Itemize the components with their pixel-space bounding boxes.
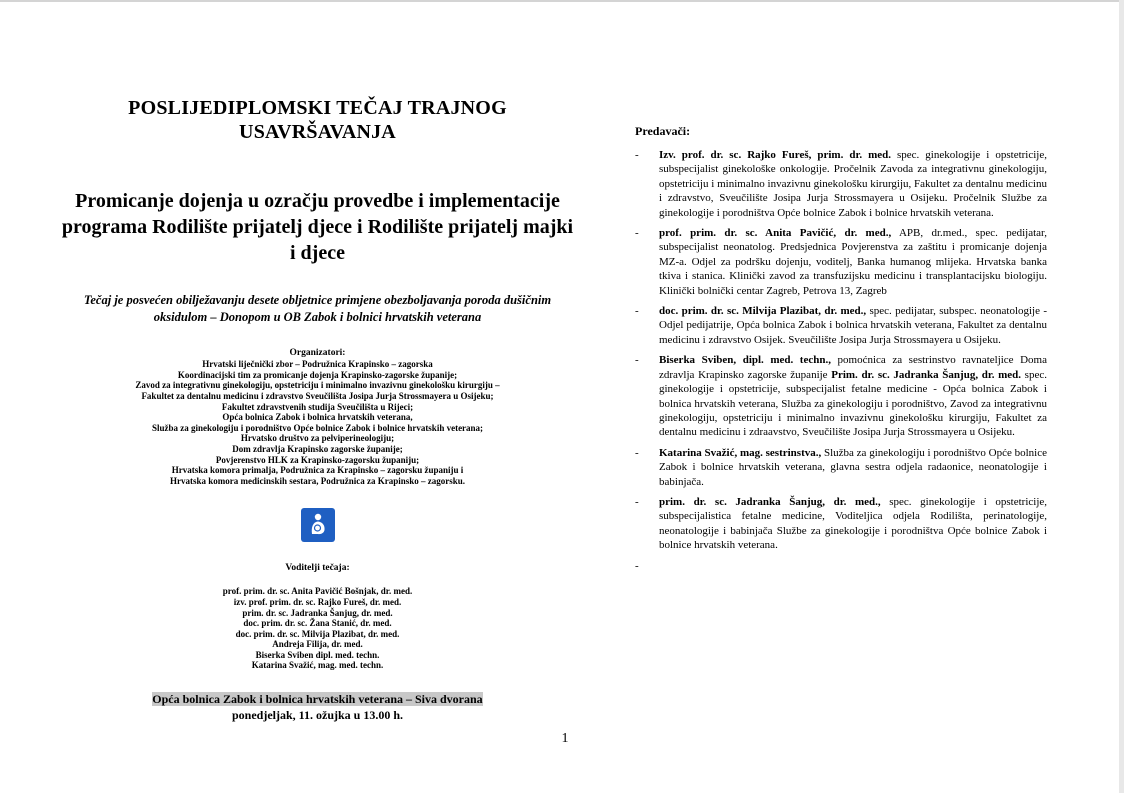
lecturer-name-secondary: Prim. dr. sc. Jadranka Šanjug, dr. med.	[831, 368, 1022, 381]
bullet-dash: -	[635, 446, 639, 459]
organizer-item: Fakultet zdravstvenih studija Sveučilišta u Rijeci;	[221, 401, 414, 412]
organizer-item: Koordinacijski tim za promicanje dojenja Krapinsko-zagorske županije;	[177, 369, 458, 380]
bullet-dash: -	[635, 227, 639, 240]
empty-bullet-item	[635, 559, 1047, 573]
leader-item: Katarina Svažić, mag. med. techn.	[251, 660, 384, 671]
lecturer-item	[635, 304, 1047, 347]
leader-item: Biserka Sviben dipl. med. techn.	[255, 649, 380, 660]
course-title: POSLIJEDIPLOMSKI TEČAJ TRAJNOG USAVRŠAVANJA	[128, 97, 507, 143]
empty-text	[659, 559, 1047, 573]
bullet-dash: -	[635, 559, 639, 572]
lecturer-item	[635, 148, 1047, 220]
page-top-border	[0, 0, 1124, 2]
breastfeeding-mother-icon-graphic	[305, 512, 331, 538]
leaders-list	[60, 586, 575, 671]
lecturer-description: Služba za ginekologiju i porodništvo Opće bolnice Zabok i bolnice hrvatskih veterana, glavna sestra odjela radaonice, neonatologije i babinjača.	[659, 446, 1047, 488]
organizer-item: Hrvatsko društvo za pelviperineologiju;	[240, 433, 395, 444]
lecturer-name: Katarina Svažić, mag. sestrinstva.,	[659, 446, 822, 459]
course-subtitle: Promicanje dojenja u ozračju provedbe i implementacije programa Rodilište prijatelj djece i Rodilište prijatelj majki i djece	[61, 190, 574, 264]
lecturer-item	[635, 353, 1047, 439]
organizer-item: Opća bolnica Zabok i bolnica hrvatskih veterana,	[222, 412, 413, 423]
bullet-dash: -	[635, 495, 639, 508]
lecturer-item	[635, 446, 1047, 489]
lecturer-description: spec. ginekologije i opstetricije, subspecijalist ginekološke onkologije. Pročelnik Zavoda za integrativnu ginekologiju, opstetriciju i minimalno invazivnu ginekološku kirurgiju, Fakultet za dentalnu medicinu i zdravstvo, Sveučilište Josipa Jurja Strossmayera u Osijeku. Pročelnik Službe za ginekologije i porodništva Opće bolnice Zabok i bolnice hrvatskih veterana.	[659, 149, 1047, 219]
lecturer-text	[659, 304, 1047, 347]
lecturer-name: doc. prim. dr. sc. Milvija Plazibat, dr. med.,	[659, 305, 867, 318]
organizer-item: Služba za ginekologiju i porodništvo Opće bolnice Zabok i bolnice hrvatskih veterana;	[151, 422, 484, 433]
bullet-dash: -	[635, 354, 639, 367]
right-column	[635, 124, 1047, 579]
leader-item: prof. prim. dr. sc. Anita Pavičić Bošnjak, dr. med.	[222, 586, 413, 597]
leader-item: doc. prim. dr. sc. Milvija Plazibat, dr. med.	[235, 628, 400, 639]
lecturer-text	[659, 446, 1047, 489]
organizer-item: Hrvatska komora primalja, Podružnica za Krapinsko – zagorsku županiju i	[171, 465, 464, 476]
venue-highlight: Opća bolnica Zabok i bolnica hrvatskih veterana – Siva dvorana	[152, 692, 483, 707]
lecturer-description: APB, dr.med., spec. pedijatar, subspecijalist neonatolog. Predsjednica Povjerenstva za zaštitu i promicanje dojenja MZ-a. Odjel za podršku dojenju, voditelj, Banka humanog mlijeka. Hrvatska banka tkiva i stanica. Klinički zavod za transfuzijsku medicinu i transplantacijsku biologiju. Klinički bolnički centar Zagreb, Petrova 13, Zagreb	[659, 227, 1047, 297]
lecturer-name: prof. prim. dr. sc. Anita Pavičić, dr. med.,	[659, 227, 892, 240]
course-dedication: Tečaj je posvećen obilježavanju desete obljetnice primjene obezboljavanja poroda dušičnim oksidulom – Donopom u OB Zabok i bolnici hrvatskih veterana	[83, 293, 552, 324]
organizer-item: Hrvatska komora medicinskih sestara, Podružnica za Krapinsko – zagorsku.	[169, 475, 465, 486]
page-number: 1	[561, 731, 569, 746]
venue-line	[60, 691, 575, 707]
lecturer-name: Biserka Sviben, dipl. med. techn.,	[659, 354, 831, 367]
breastfeeding-mother-icon	[301, 508, 335, 542]
organizers-heading: Organizatori:	[289, 348, 346, 358]
organizers-list	[60, 359, 575, 486]
lecturer-item	[635, 495, 1047, 553]
leader-item: doc. prim. dr. sc. Žana Stanić, dr. med.	[243, 618, 392, 629]
lecturer-description: spec. pedijatar, subspec. neonatologije - Odjel pedijatrije, Opća bolnica Zabok i bolnica hrvatskih veterana, Fakultet za dentalnu medicinu i zdravstvo Osijek. Sveučilište Josipa Jurja Strossmayera u Osijeku.	[659, 305, 1047, 346]
lecturers-heading: Predavači:	[635, 124, 691, 138]
organizer-item: Fakultet za dentalnu medicinu i zdravstvo Sveučilišta Josipa Jurja Strossmayera u Osijeku;	[141, 390, 494, 401]
lecturer-name: prim. dr. sc. Jadranka Šanjug, dr. med.,	[659, 495, 881, 508]
lecturer-item	[635, 226, 1047, 298]
organizer-item: Hrvatski liječnički zbor – Podružnica Krapinsko – zagorska	[202, 359, 433, 370]
lecturer-description-secondary: spec. ginekologije i opstetricije, subspecijalist fetalne medicine - Opća bolnica Zabok i bolnica hrvatskih veterana, Služba za ginekologiju i porodništvo, Zavod za integrativnu ginekologiju, opstetriciju i minimalno invazivnu ginekološku kirurgiju, Fakultet za dentalnu medicinu i zdraavstvo, Sveučilište Josipa Jurja Strossmayera u Osijeku.	[659, 368, 1047, 439]
lecturer-description: pomoćnica za sestrinstvo ravnateljice Doma zdravlja Krapinsko zagorske županije	[659, 354, 1047, 381]
lecturer-name: Izv. prof. dr. sc. Rajko Fureš, prim. dr. med.	[659, 149, 891, 161]
organizer-item: Dom zdravlja Krapinsko zagorske županije;	[232, 443, 403, 454]
bullet-dash: -	[635, 149, 639, 161]
left-column	[60, 96, 575, 723]
bullet-dash: -	[635, 305, 639, 318]
lecturer-text	[659, 353, 1047, 439]
leader-item: izv. prof. prim. dr. sc. Rajko Fureš, dr. med.	[233, 596, 402, 607]
date-line: ponedjeljak, 11. ožujka u 13.00 h.	[231, 708, 404, 723]
lecturer-text	[659, 226, 1047, 298]
lecturer-description: spec. ginekologije i opstetricije, subspecijalistica fetalne medicine, Voditeljica odjela Rodilišta, perinatologije, neonatologije i babinjača Službe za ginekologije i porodništva Opće bolnice Zabok i bolnice hrvatskih veterana.	[659, 495, 1048, 552]
lecturer-text	[659, 148, 1047, 220]
organizer-item: Povjerenstvo HLK za Krapinsko-zagorsku županiju;	[215, 454, 420, 465]
organizer-item: Zavod za integrativnu ginekologiju, opstetriciju i minimalno invazivnu ginekološku kirurgiju –	[135, 380, 500, 391]
lecturer-text	[659, 495, 1047, 553]
leaders-heading: Voditelji tečaja:	[285, 563, 350, 574]
page-right-border	[1119, 0, 1124, 793]
leader-item: prim. dr. sc. Jadranka Šanjug, dr. med.	[242, 607, 393, 618]
leader-item: Andreja Filija, dr. med.	[272, 639, 363, 650]
